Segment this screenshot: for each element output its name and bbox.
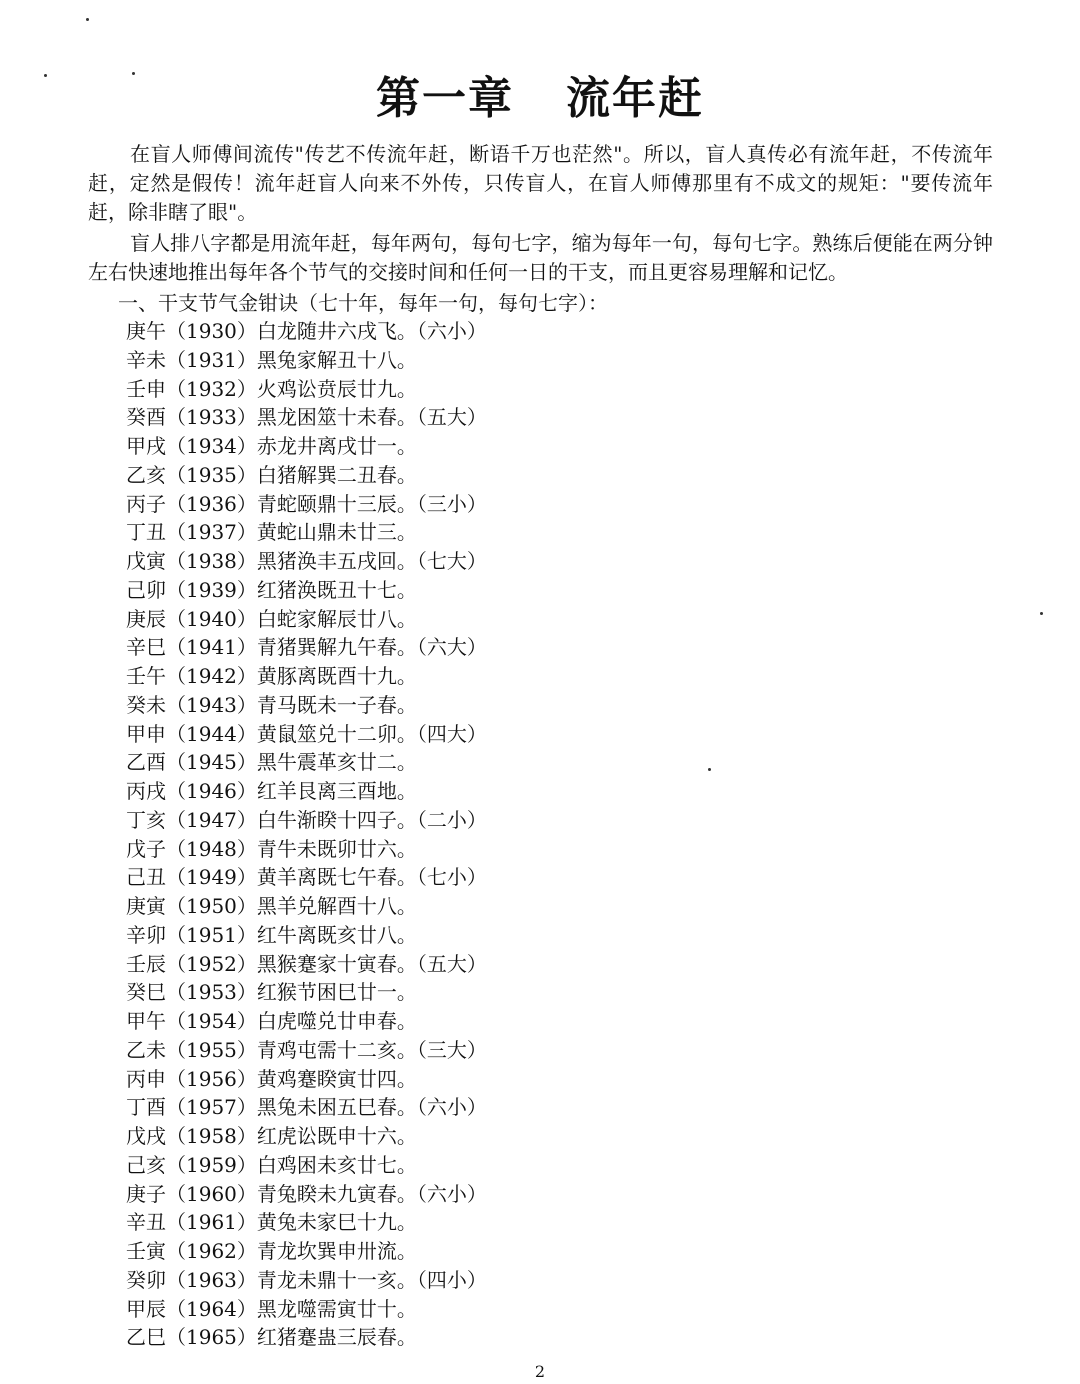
verse-line: 庚午（1930）白龙随井六戌飞。（六小） <box>126 319 487 343</box>
verse-line: 庚子（1960）青兔睽未九寅春。（六小） <box>126 1181 487 1206</box>
verse-line: 辛丑（1961）黄兔未家巳十九。 <box>126 1210 417 1235</box>
section-heading: 一、干支节气金钳诀（七十年，每年一句，每句七字）： <box>118 291 608 315</box>
verse-line: 己卯（1939）红猪涣既丑十七。 <box>126 577 417 602</box>
verse-line: 甲午（1954）白虎噬兑廿申春。 <box>126 1009 417 1033</box>
scan-speck <box>708 768 711 771</box>
verse-line: 乙巳（1965）红猪蹇蛊三辰春。 <box>126 1325 417 1350</box>
verse-line: 乙未（1955）青鸡屯需十二亥。（三大） <box>126 1037 487 1062</box>
verse-line: 辛未（1931）黑兔家解丑十八。 <box>126 347 417 372</box>
verse-line: 壬申（1932）火鸡讼贲辰廿九。 <box>126 376 417 401</box>
verse-line: 乙亥（1935）白猪解巽二丑春。 <box>126 462 417 487</box>
verse-line: 癸未（1943）青马既未一子春。 <box>126 692 417 717</box>
intro-text <box>88 140 993 318</box>
verse-line: 丙子（1936）青蛇颐鼎十三辰。（三小） <box>126 491 487 516</box>
intro-paragraph-2: 盲人排八字都是用流年赶，每年两句，每句七字，缩为每年一句，每句七字。熟练后便能在两分钟左右快速地推出每年各个节气的交接时间和任何一日的干支，而且更容易理解和记忆。 <box>88 231 993 284</box>
verse-line: 丙申（1956）黄鸡蹇睽寅廿四。 <box>126 1066 417 1091</box>
verse-line: 乙酉（1945）黑牛震革亥廿二。 <box>126 750 417 775</box>
verse-line: 壬寅（1962）青龙坎巽申卅流。 <box>126 1239 417 1263</box>
verse-line: 庚寅（1950）黑羊兑解酉十八。 <box>126 894 417 918</box>
verse-line: 己亥（1959）白鸡困未亥廿七。 <box>126 1152 417 1177</box>
verse-line: 丁丑（1937）黄蛇山鼎未廿三。 <box>126 520 417 545</box>
verse-line: 戊戌（1958）红虎讼既申十六。 <box>126 1124 417 1148</box>
scan-speck <box>1040 612 1043 615</box>
verse-line: 甲戌（1934）赤龙井离戌廿一。 <box>126 434 417 458</box>
verse-line: 辛卯（1951）红牛离既亥廿八。 <box>126 922 417 947</box>
verse-line: 戊寅（1938）黑猪涣丰五戌回。（七大） <box>126 549 487 573</box>
verse-line: 辛巳（1941）青猪巽解九午春。（六大） <box>126 635 487 660</box>
verse-list <box>126 317 487 1352</box>
verse-line: 甲申（1944）黄鼠筮兑十二卯。（四大） <box>126 721 487 746</box>
verse-line: 癸巳（1953）红猴节困巳廿一。 <box>126 980 417 1005</box>
intro-paragraph-1: 在盲人师傅间流传"传艺不传流年赶，断语千万也茫然"。所以，盲人真传必有流年赶，不传流年赶，定然是假传！流年赶盲人向来不外传，只传盲人，在盲人师傅那里有不成文的规矩："要传流年赶，除非瞎了眼"。 <box>88 142 993 224</box>
page-number: 2 <box>534 1362 546 1381</box>
verse-line: 壬辰（1952）黑猴蹇家十寅春。（五大） <box>126 951 487 976</box>
verse-line: 丙戌（1946）红羊艮离三酉地。 <box>126 779 417 803</box>
verse-line: 己丑（1949）黄羊离既七午春。（七小） <box>126 865 487 890</box>
verse-line: 癸卯（1963）青龙未鼎十一亥。（四小） <box>126 1267 487 1292</box>
verse-line: 癸酉（1933）黑龙困筮十未春。（五大） <box>126 405 487 430</box>
verse-line: 甲辰（1964）黑龙噬需寅廿十。 <box>126 1296 417 1321</box>
verse-line: 戊子（1948）青牛未既卯廿六。 <box>126 836 417 861</box>
chapter-title: 第一章 流年赶 <box>376 73 704 124</box>
verse-line: 丁亥（1947）白牛渐睽十四子。（二小） <box>126 807 487 832</box>
verse-line: 丁酉（1957）黑兔未困五巳春。（六小） <box>126 1095 487 1120</box>
verse-line: 庚辰（1940）白蛇家解辰廿八。 <box>126 606 417 631</box>
verse-line: 壬午（1942）黄豚离既酉十九。 <box>126 664 417 688</box>
scan-speck <box>86 18 89 21</box>
